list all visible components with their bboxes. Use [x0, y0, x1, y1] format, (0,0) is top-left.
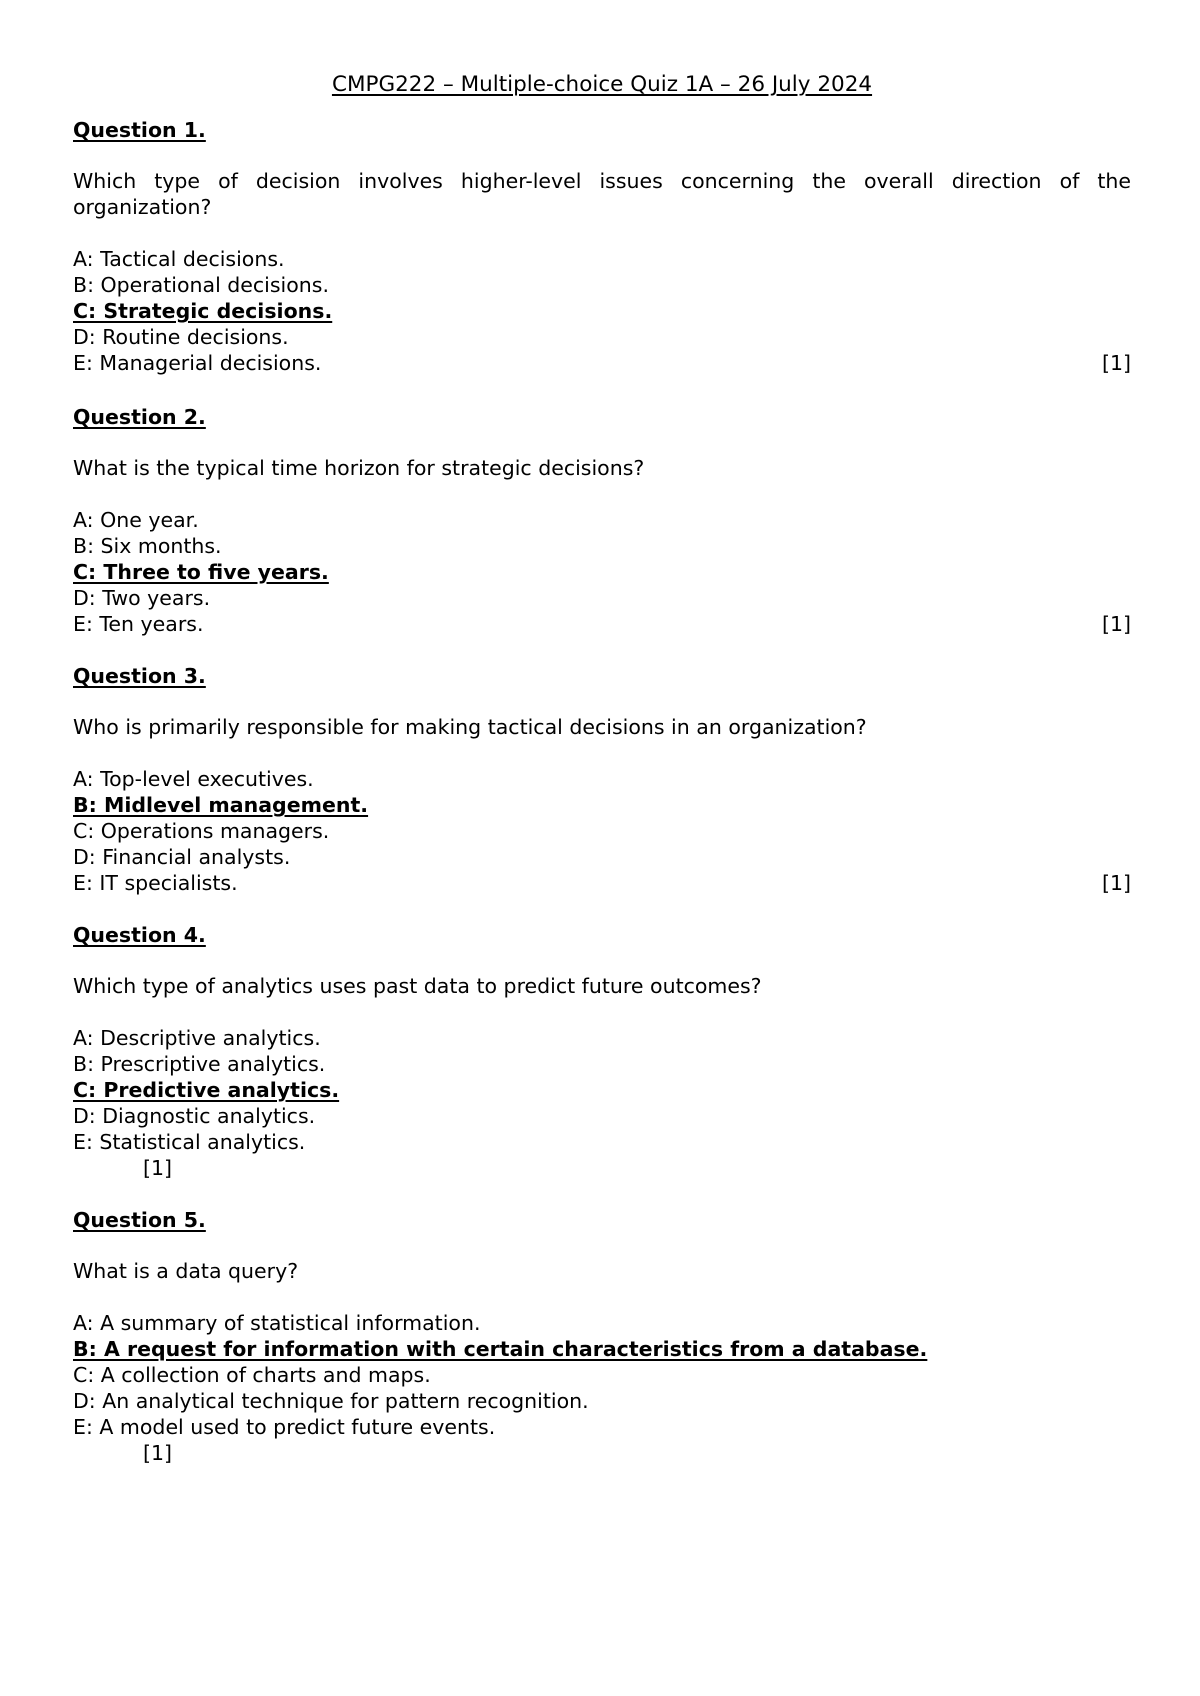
- question-text: What is the typical time horizon for strategic decisions?: [73, 456, 645, 480]
- option-list: [73, 1025, 1131, 1155]
- option-d: D: Diagnostic analytics.: [73, 1104, 316, 1128]
- question-heading: Question 3.: [73, 664, 206, 688]
- question-text: Which type of decision involves higher-level issues concerning the overall direction of the organization?: [73, 169, 1131, 219]
- option-b: B: Six months.: [73, 534, 222, 558]
- option-c: C: Operations managers.: [73, 819, 330, 843]
- question-marks: [1]: [1101, 351, 1131, 375]
- option-e: E: Managerial decisions.: [73, 351, 322, 375]
- option-a: A: Descriptive analytics.: [73, 1026, 321, 1050]
- option-list: [73, 246, 1131, 376]
- question-marks: [1]: [143, 1156, 173, 1180]
- option-e: E: Ten years.: [73, 612, 204, 636]
- question-marks: [1]: [1101, 612, 1131, 636]
- option-b: B: Operational decisions.: [73, 273, 329, 297]
- question-text: Which type of analytics uses past data to predict future outcomes?: [73, 974, 762, 998]
- option-d: D: Two years.: [73, 586, 211, 610]
- option-e: E: A model used to predict future events.: [73, 1415, 496, 1439]
- option-b-correct: B: Midlevel management.: [73, 793, 369, 817]
- option-c-correct: C: Three to five years.: [73, 560, 329, 584]
- option-e: E: IT specialists.: [73, 871, 238, 895]
- option-list: [73, 507, 1131, 637]
- option-a: A: Tactical decisions.: [73, 247, 285, 271]
- document-title: CMPG222 – Multiple-choice Quiz 1A – 26 July 2024: [331, 72, 873, 97]
- question-marks: [1]: [1101, 871, 1131, 895]
- option-c: C: A collection of charts and maps.: [73, 1363, 431, 1387]
- option-c-correct: C: Strategic decisions.: [73, 299, 333, 323]
- question-heading: Question 2.: [73, 405, 206, 429]
- question-heading: Question 1.: [73, 118, 206, 142]
- option-b-correct: B: A request for information with certain characteristics from a database.: [73, 1337, 928, 1361]
- option-d: D: An analytical technique for pattern recognition.: [73, 1389, 589, 1413]
- option-b: B: Prescriptive analytics.: [73, 1052, 326, 1076]
- option-a: A: A summary of statistical information.: [73, 1311, 481, 1335]
- question-text: What is a data query?: [73, 1259, 299, 1283]
- option-e: E: Statistical analytics.: [73, 1130, 306, 1154]
- question-text: Who is primarily responsible for making tactical decisions in an organization?: [73, 715, 867, 739]
- option-a: A: One year.: [73, 508, 199, 532]
- option-c-correct: C: Predictive analytics.: [73, 1078, 340, 1102]
- option-d: D: Financial analysts.: [73, 845, 291, 869]
- question-heading: Question 4.: [73, 923, 206, 947]
- option-a: A: Top-level executives.: [73, 767, 314, 791]
- option-list: [73, 766, 1131, 896]
- option-list: [73, 1310, 1131, 1440]
- question-marks: [1]: [143, 1441, 173, 1465]
- option-d: D: Routine decisions.: [73, 325, 289, 349]
- question-heading: Question 5.: [73, 1208, 206, 1232]
